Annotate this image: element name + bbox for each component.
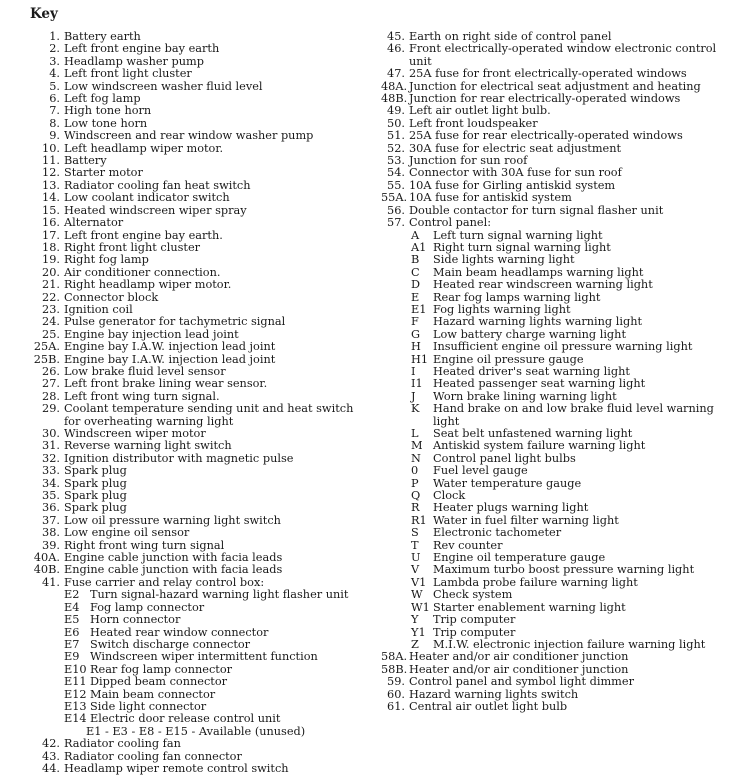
entry-text: Ignition coil [64, 302, 133, 316]
entry-text: Spark plug [64, 464, 127, 478]
control-panel-item [381, 502, 726, 514]
item-text: Turn signal-hazard warning light flasher unit [90, 588, 349, 602]
entry-number: 4. [49, 67, 60, 81]
entry-text: Low oil pressure warning light switch [64, 513, 281, 527]
item-text: Right turn signal warning light [433, 240, 611, 254]
entry-text: Low windscreen washer fluid level [64, 79, 263, 93]
item-code: Q [411, 489, 421, 503]
item-code: K [411, 402, 420, 416]
item-text: Clock [433, 489, 466, 503]
item-code: E4 [64, 600, 80, 614]
entry-text: Left fog lamp [64, 92, 141, 106]
entry-text: Windscreen wiper motor [64, 427, 206, 440]
control-panel-item [381, 341, 726, 353]
entry-number: 18. [42, 240, 60, 254]
key-entry [26, 527, 361, 539]
key-column-left [26, 31, 361, 775]
item-text: Starter enablement warning light [433, 600, 626, 614]
key-entry [381, 105, 726, 117]
key-entry [26, 738, 361, 750]
entry-number: 58A. [381, 650, 408, 664]
key-entry [381, 192, 726, 204]
item-code: W [411, 588, 423, 602]
key-entry [26, 403, 361, 428]
entry-number: 15. [42, 203, 60, 217]
item-code: E14 [64, 712, 87, 726]
entry-number: 25A. [33, 340, 60, 354]
entry-number: 2. [49, 42, 60, 56]
entry-text: Right front wing turn signal [64, 538, 225, 552]
key-entry [26, 763, 361, 775]
entry-number: 57. [387, 216, 405, 230]
item-code: T [411, 538, 419, 552]
entry-number: 50. [387, 116, 405, 130]
item-text: Trip computer [433, 625, 516, 639]
item-text: Insufficient engine oil pressure warning light [433, 340, 693, 354]
item-code: V [411, 563, 420, 577]
entry-text: Front electrically-operated window electronic control unit [409, 42, 717, 68]
key-entry [381, 651, 726, 663]
entry-number: 21. [42, 278, 60, 292]
key-entry [26, 105, 361, 117]
item-text: Seat belt unfastened warning light [433, 427, 633, 440]
entry-number: 32. [42, 451, 60, 465]
item-code: I [411, 364, 416, 378]
item-code: W1 [411, 600, 430, 614]
fuse-box-item [26, 651, 361, 663]
fuse-box-item [26, 614, 361, 626]
key-entry [26, 378, 361, 390]
item-text: Fog lights warning light [433, 302, 571, 316]
item-text: Water in fuel filter warning light [433, 513, 619, 527]
entry-number: 24. [42, 315, 60, 329]
entry-number: 55. [387, 178, 405, 192]
key-entry [26, 130, 361, 142]
item-text: Water temperature gauge [433, 476, 582, 490]
key-entry [381, 68, 726, 80]
entry-text: 25A fuse for front electrically-operated windows [409, 67, 687, 81]
key-entry [381, 167, 726, 179]
entry-number: 48A. [381, 79, 408, 93]
entry-text: Right front light cluster [64, 240, 201, 254]
entry-text: Junction for sun roof [409, 154, 528, 168]
item-code: E11 [64, 675, 87, 689]
entry-text: Starter motor [64, 166, 143, 180]
control-panel-item [381, 589, 726, 601]
entry-text: Coolant temperature sending unit and heat switch for overheating warning light [64, 402, 354, 428]
key-entry [381, 676, 726, 688]
entry-number: 19. [42, 253, 60, 267]
entry-number: 43. [42, 749, 60, 763]
entry-text: Spark plug [64, 476, 127, 490]
entry-number: 58B. [381, 662, 408, 676]
entry-number: 55A. [381, 191, 408, 205]
item-code: Y [411, 613, 419, 627]
item-text: Heated rear window connector [90, 625, 269, 639]
entry-text: Engine bay injection lead joint [64, 327, 239, 341]
item-code: E9 [64, 650, 80, 664]
entry-text: Control panel and symbol light dimmer [409, 675, 634, 689]
entry-number: 46. [387, 42, 405, 56]
entry-number: 36. [42, 501, 60, 515]
entry-text: Left headlamp wiper motor. [64, 141, 224, 155]
entry-number: 3. [49, 54, 60, 68]
item-text: Engine oil temperature gauge [433, 551, 606, 565]
entry-number: 25B. [33, 352, 60, 366]
entry-text: Connector with 30A fuse for sun roof [409, 166, 622, 180]
entry-number: 60. [387, 687, 405, 701]
item-text: Hazard warning lights warning light [433, 315, 643, 329]
entry-number: 5. [49, 79, 60, 93]
key-entry [26, 502, 361, 514]
entry-text: Radiator cooling fan [64, 737, 181, 751]
key-entry [26, 68, 361, 80]
item-code: L [411, 427, 419, 440]
key-column-right [381, 31, 726, 713]
item-code: E10 [64, 662, 87, 676]
item-code: A1 [411, 240, 427, 254]
entry-text: Radiator cooling fan heat switch [64, 178, 251, 192]
key-entry [26, 217, 361, 229]
key-entry [26, 440, 361, 452]
control-panel-item [381, 614, 726, 626]
item-text: Rear fog lamps warning light [433, 290, 601, 304]
key-entry [381, 43, 726, 68]
item-code: E12 [64, 687, 87, 701]
item-code: D [411, 278, 421, 292]
item-text: Dipped beam connector [90, 675, 228, 689]
key-entry [26, 254, 361, 266]
item-text: Main beam headlamps warning light [433, 265, 644, 279]
item-code: E2 [64, 588, 80, 602]
entry-text: Heater and/or air conditioner junction [409, 650, 629, 664]
item-code: E13 [64, 699, 87, 713]
entry-number: 45. [387, 30, 405, 43]
entry-text: Spark plug [64, 489, 127, 503]
entry-text: Engine cable junction with facia leads [64, 551, 283, 565]
item-text: Rear fog lamp connector [90, 662, 233, 676]
key-entry [381, 701, 726, 713]
entry-text: Junction for electrical seat adjustment and heating [409, 79, 701, 93]
item-code: H [411, 340, 421, 354]
item-code: U [411, 551, 421, 565]
item-code: R [411, 501, 420, 515]
item-code: H1 [411, 352, 429, 366]
item-text: Horn connector [90, 613, 181, 627]
fuse-box-note: E1 - E3 - E8 - E15 - Available (unused) [86, 724, 306, 738]
entry-text: Battery [64, 154, 107, 168]
key-entry [26, 43, 361, 55]
entry-number: 54. [387, 166, 405, 180]
entry-text: Engine bay I.A.W. injection lead joint [64, 340, 276, 354]
entry-number: 42. [42, 737, 60, 751]
entry-text: Right fog lamp [64, 253, 149, 267]
entry-number: 25. [42, 327, 60, 341]
entry-text: Left front loudspeaker [409, 116, 538, 130]
entry-number: 39. [42, 538, 60, 552]
control-panel-item [381, 564, 726, 576]
entry-number: 49. [387, 104, 405, 118]
entry-text: 10A fuse for antiskid system [409, 191, 572, 205]
entry-number: 14. [42, 191, 60, 205]
item-code: V1 [411, 575, 427, 589]
entry-number: 41. [42, 575, 60, 589]
entry-text: Ignition distributor with magnetic pulse [64, 451, 294, 465]
control-panel-item [381, 527, 726, 539]
entry-text: Radiator cooling fan connector [64, 749, 242, 763]
entry-number: 51. [387, 129, 405, 143]
entry-text: Junction for rear electrically-operated windows [409, 92, 681, 106]
key-entry [381, 130, 726, 142]
item-text: Control panel light bulbs [433, 451, 576, 465]
entry-text: Hazard warning lights switch [409, 687, 579, 701]
item-text: Electronic tachometer [433, 526, 562, 540]
entry-text: Reverse warning light switch [64, 439, 232, 453]
entry-number: 31. [42, 439, 60, 453]
entry-number: 35. [42, 489, 60, 503]
entry-text: Engine cable junction with facia leads [64, 563, 283, 577]
key-entry [26, 192, 361, 204]
item-text: Hand brake on and low brake fluid level warning light [433, 402, 714, 428]
entry-number: 17. [42, 228, 60, 242]
entry-number: 8. [49, 116, 60, 130]
entry-text: 25A fuse for rear electrically-operated windows [409, 129, 683, 143]
item-code: G [411, 327, 421, 341]
item-text: Switch discharge connector [90, 637, 251, 651]
item-text: Side light connector [90, 699, 207, 713]
entry-number: 28. [42, 389, 60, 403]
entry-number: 53. [387, 154, 405, 168]
entry-text: Headlamp wiper remote control switch [64, 761, 289, 775]
item-text: Heated passenger seat warning light [433, 377, 646, 391]
entry-number: 30. [42, 427, 60, 440]
item-text: Trip computer [433, 613, 516, 627]
item-code: S [411, 526, 419, 540]
entry-number: 48B. [381, 92, 408, 106]
entry-number: 61. [387, 699, 405, 713]
control-panel-item [381, 279, 726, 291]
item-text: Fuel level gauge [433, 464, 528, 478]
item-text: Maximum turbo boost pressure warning light [433, 563, 695, 577]
item-text: Check system [433, 588, 513, 602]
item-text: Worn brake lining warning light [433, 389, 617, 403]
entry-text: Earth on right side of control panel [409, 30, 612, 43]
entry-number: 12. [42, 166, 60, 180]
item-text: Heated driver's seat warning light [433, 364, 630, 378]
entry-text: Connector block [64, 290, 159, 304]
entry-text: Spark plug [64, 501, 127, 515]
entry-text: Low coolant indicator switch [64, 191, 230, 205]
entry-number: 27. [42, 377, 60, 391]
entry-text: Left front wing turn signal. [64, 389, 220, 403]
entry-number: 56. [387, 203, 405, 217]
entry-number: 29. [42, 402, 60, 416]
key-entry [26, 564, 361, 576]
entry-number: 37. [42, 513, 60, 527]
entry-text: Low engine oil sensor [64, 526, 190, 540]
item-text: Main beam connector [90, 687, 216, 701]
entry-number: 16. [42, 216, 60, 230]
item-code: P [411, 476, 419, 490]
item-code: M [411, 439, 423, 453]
item-code: E6 [64, 625, 80, 639]
entry-number: 47. [387, 67, 405, 81]
item-text: Left turn signal warning light [433, 228, 603, 242]
key-entry [381, 217, 726, 229]
entry-text: Windscreen and rear window washer pump [64, 129, 314, 143]
item-code: J [411, 389, 416, 403]
key-entry [26, 341, 361, 353]
item-text: Windscreen wiper intermittent function [90, 650, 318, 664]
entry-number: 33. [42, 464, 60, 478]
item-code: F [411, 315, 419, 329]
entry-text: Fuse carrier and relay control box: [64, 575, 265, 589]
item-code: B [411, 253, 420, 267]
item-text: Heated rear windscreen warning light [433, 278, 653, 292]
entry-text: Central air outlet light bulb [409, 699, 568, 713]
entry-number: 20. [42, 265, 60, 279]
item-code: N [411, 451, 421, 465]
entry-text: Air conditioner connection. [64, 265, 221, 279]
entry-text: Headlamp washer pump [64, 54, 204, 68]
entry-text: Heated windscreen wiper spray [64, 203, 247, 217]
fuse-box-item [26, 589, 361, 601]
item-text: Lambda probe failure warning light [433, 575, 638, 589]
item-code: E1 [411, 302, 427, 316]
control-panel-item [381, 316, 726, 328]
key-entry [26, 465, 361, 477]
control-panel-item [381, 465, 726, 477]
entry-text: Pulse generator for tachymetric signal [64, 315, 286, 329]
entry-number: 34. [42, 476, 60, 490]
entry-text: Alternator [64, 216, 124, 230]
entry-text: Double contactor for turn signal flasher unit [409, 203, 664, 217]
control-panel-item [381, 254, 726, 266]
entry-text: Left front brake lining wear sensor. [64, 377, 268, 391]
entry-number: 52. [387, 141, 405, 155]
entry-number: 10. [42, 141, 60, 155]
entry-number: 13. [42, 178, 60, 192]
entry-text: Low brake fluid level sensor [64, 364, 226, 378]
item-text: Fog lamp connector [90, 600, 205, 614]
entry-number: 26. [42, 364, 60, 378]
entry-text: Right headlamp wiper motor. [64, 278, 232, 292]
entry-number: 22. [42, 290, 60, 304]
entry-number: 23. [42, 302, 60, 316]
item-code: I1 [411, 377, 423, 391]
control-panel-item [381, 378, 726, 390]
entry-text: 30A fuse for electric seat adjustment [409, 141, 622, 155]
key-entry [26, 316, 361, 328]
key-entry [26, 279, 361, 291]
entry-text: 10A fuse for Girling antiskid system [409, 178, 616, 192]
entry-number: 11. [42, 154, 60, 168]
entry-text: Left front light cluster [64, 67, 192, 81]
entry-text: Left air outlet light bulb. [409, 104, 551, 118]
item-text: Engine oil pressure gauge [433, 352, 584, 366]
entry-text: Control panel: [409, 216, 492, 230]
entry-text: Battery earth [64, 30, 141, 43]
entry-number: 1. [49, 30, 60, 43]
control-panel-item [381, 440, 726, 452]
key-heading: Key [30, 6, 58, 22]
item-text: Heater plugs warning light [433, 501, 589, 515]
item-code: Z [411, 637, 419, 651]
item-code: 0 [411, 464, 419, 478]
entry-number: 7. [49, 104, 60, 118]
key-entry [26, 167, 361, 179]
entry-text: Heater and/or air conditioner junction [409, 662, 629, 676]
entry-number: 9. [49, 129, 60, 143]
item-code: C [411, 265, 420, 279]
fuse-box-item [26, 713, 361, 725]
entry-text: Engine bay I.A.W. injection lead joint [64, 352, 276, 366]
entry-number: 59. [387, 675, 405, 689]
item-code: E7 [64, 637, 80, 651]
item-text: Electric door release control unit [90, 712, 281, 726]
entry-text: Left front engine bay earth. [64, 228, 223, 242]
item-text: M.I.W. electronic injection failure warning light [433, 637, 706, 651]
item-code: A [411, 228, 420, 242]
entry-number: 44. [42, 761, 60, 775]
item-text: Antiskid system failure warning light [433, 439, 646, 453]
entry-number: 6. [49, 92, 60, 106]
entry-number: 40A. [33, 551, 60, 565]
item-code: Y1 [411, 625, 426, 639]
entry-text: Low tone horn [64, 116, 148, 130]
item-code: E5 [64, 613, 80, 627]
fuse-box-item [26, 676, 361, 688]
item-text: Rev counter [433, 538, 503, 552]
item-text: Side lights warning light [433, 253, 575, 267]
entry-number: 40B. [33, 563, 60, 577]
entry-text: Left front engine bay earth [64, 42, 220, 56]
item-code: R1 [411, 513, 427, 527]
item-code: E [411, 290, 420, 304]
control-panel-item [381, 403, 726, 428]
entry-text: High tone horn [64, 104, 152, 118]
entry-number: 38. [42, 526, 60, 540]
item-text: Low battery charge warning light [433, 327, 626, 341]
